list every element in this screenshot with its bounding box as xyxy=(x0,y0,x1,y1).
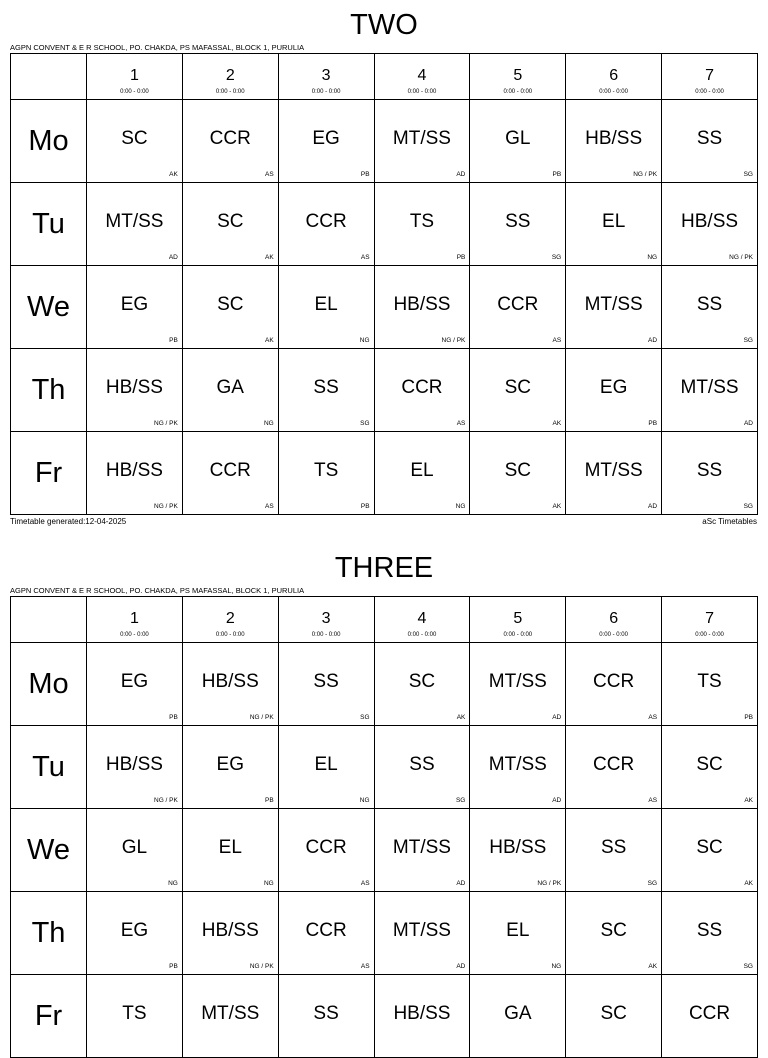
teacher-initials: AK xyxy=(744,880,753,887)
class-title: THREE xyxy=(334,552,434,584)
subject-code: TS xyxy=(697,671,722,692)
subject-code: CCR xyxy=(305,920,347,941)
day-row-mo xyxy=(11,643,758,726)
period-header xyxy=(566,54,662,100)
teacher-initials: AS xyxy=(552,337,562,344)
period-header-row xyxy=(11,54,758,100)
subject-code: GA xyxy=(504,1003,532,1024)
day-row-mo xyxy=(11,100,758,183)
lesson-cell xyxy=(182,726,278,809)
period-number: 1 xyxy=(129,67,139,84)
period-number: 7 xyxy=(705,67,714,84)
lesson-cell xyxy=(278,892,374,975)
lesson-cell xyxy=(470,809,566,892)
generated-date: Timetable generated:12-04-2025 xyxy=(10,517,127,526)
lesson-cell xyxy=(662,726,758,809)
subject-code: CCR xyxy=(593,754,635,775)
teacher-initials: NG xyxy=(455,503,466,510)
period-time: 0:00 - 0:00 xyxy=(503,89,533,95)
subject-code: SS xyxy=(696,294,723,315)
subject-code: EG xyxy=(120,294,149,315)
teacher-initials: AK xyxy=(552,503,562,510)
lesson-cell xyxy=(182,643,278,726)
subject-code: CCR xyxy=(401,377,443,398)
lesson-cell xyxy=(470,266,566,349)
teacher-initials: PB xyxy=(169,714,178,721)
teacher-initials: AD xyxy=(743,420,753,427)
teacher-initials: AK xyxy=(456,714,466,721)
period-header xyxy=(470,597,566,643)
generator-credit: aSc Timetables xyxy=(702,517,757,526)
period-header xyxy=(278,597,374,643)
subject-code: HB/SS xyxy=(681,211,739,232)
lesson-cell xyxy=(87,183,183,266)
day-row-th xyxy=(11,892,758,975)
teacher-initials: AD xyxy=(168,254,178,261)
teacher-initials: NG / PK xyxy=(441,337,466,344)
subject-code: SS xyxy=(313,671,339,692)
lesson-cell xyxy=(87,349,183,432)
teacher-initials: NG / PK xyxy=(249,963,274,970)
subject-code: SS xyxy=(696,460,723,481)
period-header xyxy=(566,597,662,643)
teacher-initials: SG xyxy=(455,797,466,804)
teacher-initials: SG xyxy=(647,880,658,887)
subject-code: SS xyxy=(600,837,627,858)
period-number: 5 xyxy=(513,67,523,84)
teacher-initials: AD xyxy=(552,797,562,804)
lesson-cell xyxy=(374,100,470,183)
lesson-cell xyxy=(566,183,662,266)
day-label: Fr xyxy=(11,432,87,515)
subject-code: HB/SS xyxy=(585,128,643,149)
lesson-cell xyxy=(182,892,278,975)
teacher-initials: NG / PK xyxy=(729,254,753,261)
lesson-cell xyxy=(566,266,662,349)
teacher-initials: AK xyxy=(265,254,274,261)
subject-code: SC xyxy=(600,920,627,941)
lesson-cell xyxy=(470,100,566,183)
day-row-tu xyxy=(11,183,758,266)
period-time: 0:00 - 0:00 xyxy=(215,89,245,95)
lesson-cell xyxy=(662,975,758,1058)
subject-code: EG xyxy=(312,128,340,149)
subject-code: SS xyxy=(313,377,339,398)
subject-code: EG xyxy=(120,920,149,941)
lesson-cell xyxy=(278,349,374,432)
subject-code: MT/SS xyxy=(584,460,643,481)
subject-code: SS xyxy=(696,920,723,941)
period-header xyxy=(182,597,278,643)
day-label: Mo xyxy=(11,643,87,726)
period-time: 0:00 - 0:00 xyxy=(599,89,628,95)
teacher-initials: NG / PK xyxy=(154,503,178,510)
period-header xyxy=(374,54,470,100)
period-number: 6 xyxy=(609,67,619,84)
teacher-initials: AD xyxy=(456,963,466,970)
subject-code: HB/SS xyxy=(201,920,259,941)
period-number: 3 xyxy=(321,67,331,84)
lesson-cell xyxy=(374,726,470,809)
lesson-cell xyxy=(87,809,183,892)
subject-code: HB/SS xyxy=(105,377,163,398)
subject-code: HB/SS xyxy=(105,754,163,775)
period-header xyxy=(374,597,470,643)
teacher-initials: AD xyxy=(648,503,658,510)
day-row-th xyxy=(11,349,758,432)
period-number: 5 xyxy=(513,610,523,627)
school-name: AGPN CONVENT & E R SCHOOL, PO. CHAKDA, PS MAFASSAL, BLOCK 1, PURULIA xyxy=(10,586,305,595)
teacher-initials: AD xyxy=(456,171,466,178)
subject-code: CCR xyxy=(305,837,347,858)
lesson-cell xyxy=(374,266,470,349)
teacher-initials: AS xyxy=(648,714,658,721)
period-time: 0:00 - 0:00 xyxy=(407,89,437,95)
teacher-initials: NG / PK xyxy=(537,880,562,887)
day-label: Tu xyxy=(11,183,87,266)
subject-code: HB/SS xyxy=(105,460,163,481)
period-time: 0:00 - 0:00 xyxy=(311,89,341,95)
lesson-cell xyxy=(182,183,278,266)
corner-cell xyxy=(11,54,87,100)
teacher-initials: AK xyxy=(552,420,562,427)
lesson-cell xyxy=(566,975,662,1058)
lesson-cell xyxy=(566,892,662,975)
day-row-fr xyxy=(11,975,758,1058)
lesson-cell xyxy=(182,266,278,349)
teacher-initials: PB xyxy=(360,503,370,510)
day-label: Th xyxy=(11,892,87,975)
teacher-initials: PB xyxy=(360,171,370,178)
subject-code: MT/SS xyxy=(105,211,164,232)
subject-code: EL xyxy=(314,294,338,315)
period-header xyxy=(87,54,183,100)
teacher-initials: AD xyxy=(648,337,658,344)
lesson-cell xyxy=(182,432,278,515)
lesson-cell xyxy=(87,892,183,975)
lesson-cell xyxy=(278,809,374,892)
lesson-cell xyxy=(662,266,758,349)
lesson-cell xyxy=(182,100,278,183)
subject-code: EL xyxy=(410,460,434,481)
teacher-initials: NG xyxy=(647,254,658,261)
teacher-initials: SG xyxy=(360,714,370,721)
subject-code: CCR xyxy=(209,460,251,481)
subject-code: MT/SS xyxy=(584,294,643,315)
teacher-initials: SG xyxy=(743,963,753,970)
teacher-initials: PB xyxy=(169,337,178,344)
subject-code: MT/SS xyxy=(392,837,451,858)
subject-code: MT/SS xyxy=(488,671,547,692)
lesson-cell xyxy=(374,809,470,892)
lesson-cell xyxy=(470,432,566,515)
teacher-initials: AS xyxy=(265,171,274,178)
teacher-initials: AS xyxy=(265,503,274,510)
subject-code: EG xyxy=(120,671,149,692)
lesson-cell xyxy=(182,809,278,892)
subject-code: SC xyxy=(217,211,244,232)
subject-code: SS xyxy=(505,211,531,232)
subject-code: EL xyxy=(602,211,626,232)
teacher-initials: PB xyxy=(648,420,658,427)
lesson-cell xyxy=(182,349,278,432)
teacher-initials: NG xyxy=(263,880,274,887)
teacher-initials: SG xyxy=(551,254,562,261)
teacher-initials: SG xyxy=(360,420,370,427)
day-label: Mo xyxy=(11,100,87,183)
teacher-initials: NG / PK xyxy=(154,420,178,427)
period-time: 0:00 - 0:00 xyxy=(599,632,628,638)
period-time: 0:00 - 0:00 xyxy=(695,632,724,638)
subject-code: MT/SS xyxy=(392,128,451,149)
subject-code: SS xyxy=(313,1003,339,1024)
lesson-cell xyxy=(662,892,758,975)
period-header xyxy=(662,54,758,100)
subject-code: SC xyxy=(600,1003,627,1024)
teacher-initials: PB xyxy=(169,963,178,970)
lesson-cell xyxy=(374,432,470,515)
lesson-cell xyxy=(87,432,183,515)
lesson-cell xyxy=(566,100,662,183)
lesson-cell xyxy=(470,643,566,726)
teacher-initials: AS xyxy=(648,797,658,804)
subject-code: TS xyxy=(409,211,435,232)
lesson-cell xyxy=(374,643,470,726)
lesson-cell xyxy=(374,892,470,975)
period-time: 0:00 - 0:00 xyxy=(695,89,724,95)
lesson-cell xyxy=(566,432,662,515)
lesson-cell xyxy=(470,975,566,1058)
lesson-cell xyxy=(470,183,566,266)
teacher-initials: NG xyxy=(263,420,274,427)
subject-code: CCR xyxy=(593,671,635,692)
period-header xyxy=(87,597,183,643)
teacher-initials: AK xyxy=(169,171,178,178)
class-title: TWO xyxy=(350,9,418,41)
subject-code: HB/SS xyxy=(489,837,547,858)
subject-code: GL xyxy=(121,837,148,858)
lesson-cell xyxy=(470,726,566,809)
period-time: 0:00 - 0:00 xyxy=(120,632,149,638)
lesson-cell xyxy=(470,349,566,432)
lesson-cell xyxy=(278,643,374,726)
teacher-initials: AS xyxy=(456,420,466,427)
lesson-cell xyxy=(662,432,758,515)
period-header xyxy=(470,54,566,100)
subject-code: CCR xyxy=(305,211,347,232)
teacher-initials: AD xyxy=(552,714,562,721)
teacher-initials: PB xyxy=(265,797,274,804)
day-label: Tu xyxy=(11,726,87,809)
lesson-cell xyxy=(182,975,278,1058)
subject-code: GL xyxy=(505,128,531,149)
teacher-initials: SG xyxy=(743,503,753,510)
teacher-initials: SG xyxy=(743,337,753,344)
subject-code: HB/SS xyxy=(393,294,451,315)
lesson-cell xyxy=(566,726,662,809)
subject-code: EL xyxy=(218,837,242,858)
day-label: Fr xyxy=(11,975,87,1058)
subject-code: HB/SS xyxy=(393,1003,451,1024)
teacher-initials: NG / PK xyxy=(154,797,178,804)
period-header xyxy=(182,54,278,100)
lesson-cell xyxy=(278,100,374,183)
teacher-initials: PB xyxy=(552,171,562,178)
lesson-cell xyxy=(278,726,374,809)
period-header xyxy=(278,54,374,100)
subject-code: MT/SS xyxy=(680,377,739,398)
lesson-cell xyxy=(87,726,183,809)
day-row-we xyxy=(11,809,758,892)
subject-code: EL xyxy=(314,754,338,775)
teacher-initials: PB xyxy=(744,714,753,721)
day-row-fr xyxy=(11,432,758,515)
period-time: 0:00 - 0:00 xyxy=(407,632,437,638)
period-number: 4 xyxy=(417,610,427,627)
teacher-initials: AK xyxy=(265,337,274,344)
lesson-cell xyxy=(87,643,183,726)
lesson-cell xyxy=(662,100,758,183)
teacher-initials: NG xyxy=(551,963,562,970)
subject-code: SC xyxy=(121,128,148,149)
lesson-cell xyxy=(278,432,374,515)
subject-code: HB/SS xyxy=(201,671,259,692)
period-number: 3 xyxy=(321,610,331,627)
lesson-cell xyxy=(566,643,662,726)
period-number: 7 xyxy=(705,610,714,627)
day-row-tu xyxy=(11,726,758,809)
teacher-initials: SG xyxy=(743,171,753,178)
subject-code: SC xyxy=(696,754,723,775)
timetable-grid xyxy=(10,596,758,1058)
teacher-initials: PB xyxy=(456,254,466,261)
lesson-cell xyxy=(566,349,662,432)
lesson-cell xyxy=(566,809,662,892)
subject-code: SC xyxy=(504,460,531,481)
lesson-cell xyxy=(374,349,470,432)
period-header xyxy=(662,597,758,643)
subject-code: EG xyxy=(599,377,628,398)
subject-code: CCR xyxy=(688,1003,731,1024)
school-name: AGPN CONVENT & E R SCHOOL, PO. CHAKDA, PS MAFASSAL, BLOCK 1, PURULIA xyxy=(10,43,305,52)
subject-code: GA xyxy=(216,377,244,398)
lesson-cell xyxy=(87,975,183,1058)
lesson-cell xyxy=(470,892,566,975)
teacher-initials: NG / PK xyxy=(249,714,274,721)
timetable-three xyxy=(0,543,768,1032)
period-time: 0:00 - 0:00 xyxy=(215,632,245,638)
subject-code: SC xyxy=(696,837,723,858)
subject-code: EG xyxy=(216,754,244,775)
subject-code: MT/SS xyxy=(488,754,547,775)
lesson-cell xyxy=(374,975,470,1058)
day-label: We xyxy=(11,809,87,892)
period-header-row xyxy=(11,597,758,643)
corner-cell xyxy=(11,597,87,643)
subject-code: SC xyxy=(217,294,244,315)
day-label: Th xyxy=(11,349,87,432)
teacher-initials: AS xyxy=(360,963,370,970)
period-number: 6 xyxy=(609,610,619,627)
lesson-cell xyxy=(278,266,374,349)
lesson-cell xyxy=(87,266,183,349)
lesson-cell xyxy=(662,643,758,726)
lesson-cell xyxy=(278,183,374,266)
lesson-cell xyxy=(278,975,374,1058)
subject-code: MT/SS xyxy=(201,1003,260,1024)
lesson-cell xyxy=(662,349,758,432)
subject-code: SC xyxy=(504,377,531,398)
subject-code: CCR xyxy=(497,294,539,315)
subject-code: EL xyxy=(506,920,530,941)
period-number: 1 xyxy=(129,610,139,627)
teacher-initials: NG xyxy=(359,337,370,344)
subject-code: CCR xyxy=(209,128,251,149)
teacher-initials: AK xyxy=(648,963,658,970)
teacher-initials: AS xyxy=(360,254,370,261)
period-time: 0:00 - 0:00 xyxy=(503,632,533,638)
teacher-initials: AS xyxy=(360,880,370,887)
period-time: 0:00 - 0:00 xyxy=(311,632,341,638)
subject-code: MT/SS xyxy=(392,920,451,941)
lesson-cell xyxy=(662,183,758,266)
subject-code: SS xyxy=(409,754,435,775)
teacher-initials: NG / PK xyxy=(633,171,658,178)
period-number: 2 xyxy=(225,67,235,84)
lesson-cell xyxy=(374,183,470,266)
teacher-initials: NG xyxy=(359,797,370,804)
lesson-cell xyxy=(87,100,183,183)
day-label: We xyxy=(11,266,87,349)
teacher-initials: AK xyxy=(744,797,753,804)
teacher-initials: AD xyxy=(456,880,466,887)
day-row-we xyxy=(11,266,758,349)
subject-code: TS xyxy=(122,1003,147,1024)
lesson-cell xyxy=(662,809,758,892)
subject-code: TS xyxy=(313,460,339,481)
period-number: 2 xyxy=(225,610,235,627)
period-time: 0:00 - 0:00 xyxy=(120,89,149,95)
period-number: 4 xyxy=(417,67,427,84)
subject-code: SC xyxy=(408,671,436,692)
teacher-initials: NG xyxy=(168,880,178,887)
timetable-grid xyxy=(10,53,758,515)
subject-code: SS xyxy=(696,128,723,149)
